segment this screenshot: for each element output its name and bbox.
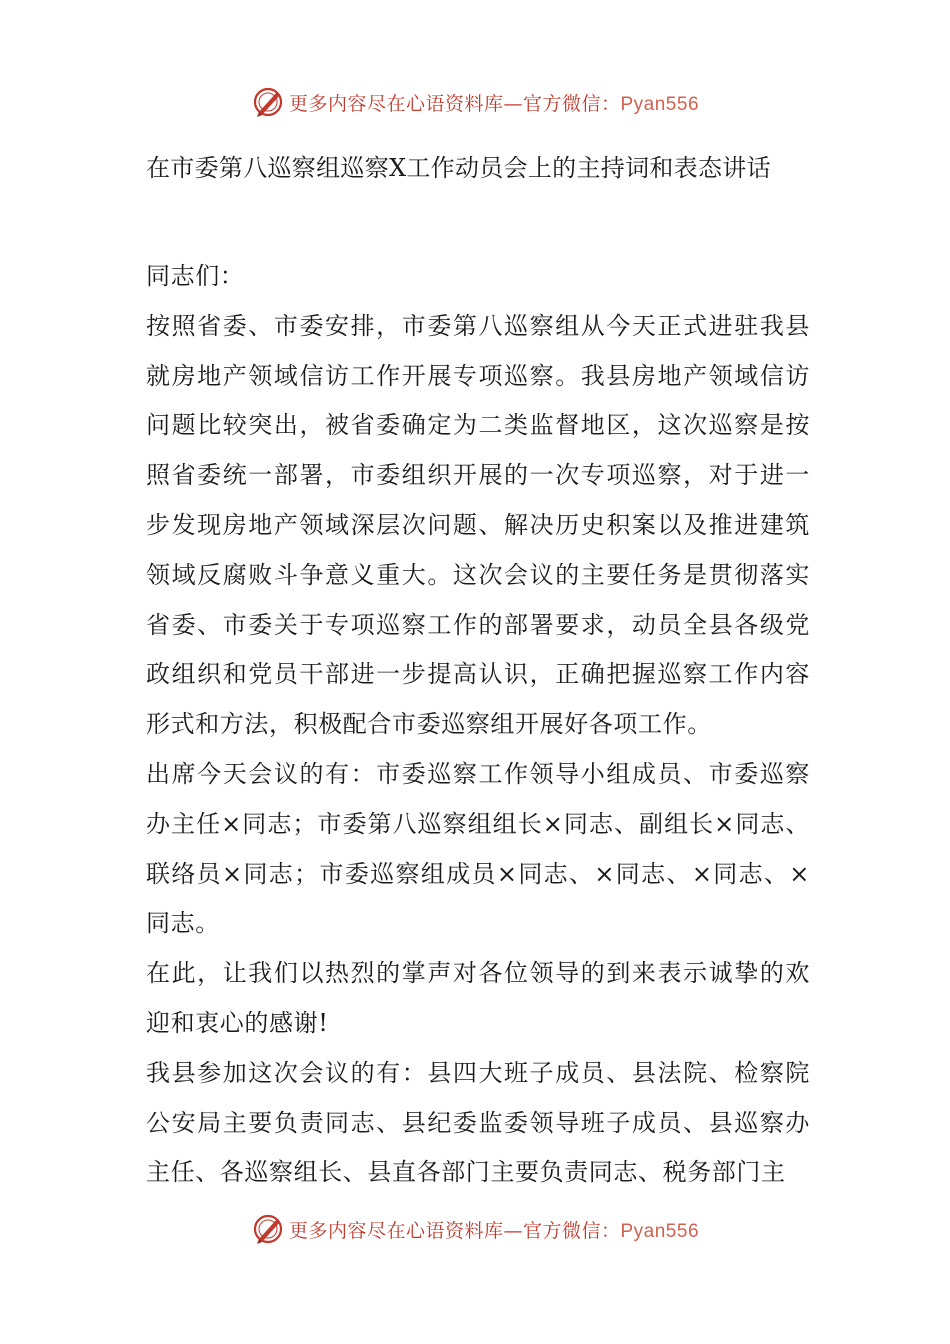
document-body — [146, 252, 810, 1198]
banner-wechat-id: Pyan556 — [620, 93, 700, 115]
header-banner — [0, 82, 950, 122]
banner-slogan: 更多内容尽在心语资料库 — [288, 92, 504, 115]
pen-circle-logo-icon — [251, 1212, 285, 1246]
banner-slogan: 更多内容尽在心语资料库 — [288, 1219, 504, 1242]
pen-circle-logo-icon — [251, 85, 285, 119]
document-title: 在市委第八巡察组巡察X工作动员会上的主持词和表态讲话 — [146, 154, 771, 182]
paragraph: 出席今天会议的有：市委巡察工作领导小组成员、市委巡察办主任×同志；市委第八巡察组组长×同志、副组长×同志、联络员×同志；市委巡察组成员×同志、×同志、×同志、×同志。 — [146, 759, 810, 938]
banner-text — [289, 1216, 699, 1243]
banner-text — [289, 89, 699, 116]
paragraph: 在此，让我们以热烈的掌声对各位领导的到来表示诚挚的欢迎和衷心的感谢! — [146, 959, 810, 1037]
banner-wechat-label: 官方微信： — [522, 1219, 621, 1242]
paragraph-salutation: 同志们： — [146, 262, 245, 290]
banner-wechat-id: Pyan556 — [620, 1220, 700, 1242]
footer-banner — [0, 1209, 950, 1249]
paragraph: 我县参加这次会议的有：县四大班子成员、县法院、检察院公安局主要负责同志、县纪委监委领导班子成员、县巡察办主任、各巡察组长、县直各部门主要负责同志、税务部门主 — [146, 1058, 810, 1187]
banner-dash: — — [503, 1219, 523, 1242]
banner-wechat-label: 官方微信： — [522, 92, 621, 115]
paragraph: 按照省委、市委安排，市委第八巡察组从今天正式进驻我县就房地产领域信访工作开展专项巡察。我县房地产领域信访问题比较突出，被省委确定为二类监督地区，这次巡察是按照省委统一部署，市委组织开展的一次专项巡察，对于进一步发现房地产领域深层次问题、解决历史积案以及推进建筑领域反腐败斗争意义重大。这次会议的主要任务是贯彻落实省委、市委关于专项巡察工作的部署要求，动员全县各级党政组织和党员干部进一步提高认识，正确把握巡察工作内容形式和方法，积极配合市委巡察组开展好各项工作。 — [146, 311, 810, 739]
banner-dash: — — [503, 92, 523, 115]
